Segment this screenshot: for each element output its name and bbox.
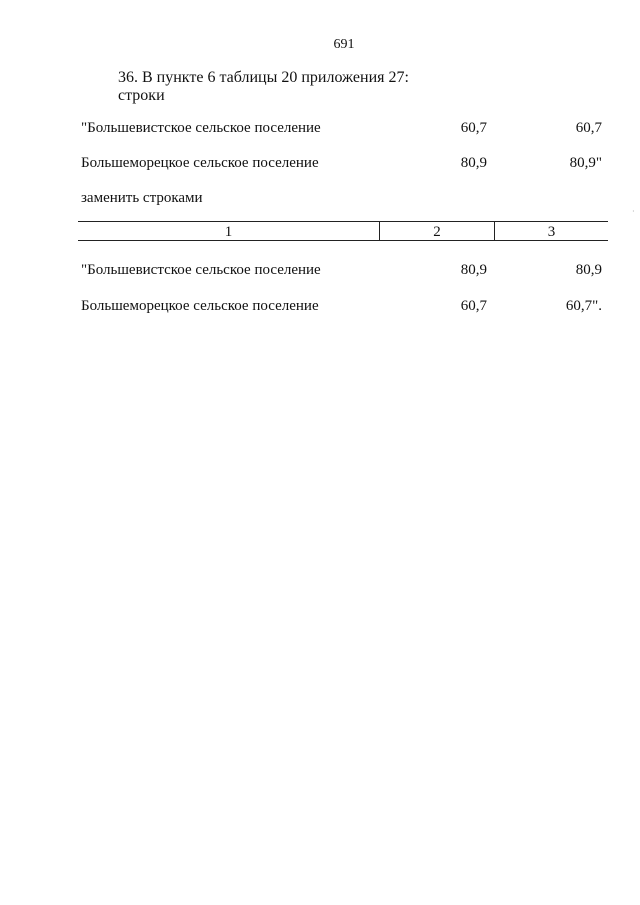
old-row-2-col2: 80,9 — [460, 155, 487, 171]
table-header-col2: 2 — [433, 224, 441, 240]
replace-text: заменить строками — [81, 190, 203, 206]
table-header-col3: 3 — [547, 224, 556, 240]
new-row-1-col2: 80,9 — [460, 262, 487, 278]
new-row-2-col3: 60,7". — [565, 298, 602, 314]
new-row-2-label: Большеморецкое сельское поселение — [81, 298, 319, 314]
intro-line-1: 36. В пункте 6 таблицы 20 приложения 27: — [118, 69, 409, 86]
new-row-1-label: "Большевистское сельское поселение — [81, 262, 321, 278]
old-row-2-col3: 80,9" — [569, 155, 602, 171]
new-row-2-col2: 60,7 — [460, 298, 487, 314]
new-row-1-col3: 80,9 — [575, 262, 602, 278]
page-number: 691 — [333, 37, 355, 52]
old-row-1-label: "Большевистское сельское поселение — [81, 120, 321, 136]
scan-speck: · — [632, 207, 635, 216]
table-header-top-rule — [78, 221, 608, 222]
old-row-1-col2: 60,7 — [460, 120, 487, 136]
table-header-bottom-rule — [78, 240, 608, 241]
old-row-1-col3: 60,7 — [575, 120, 602, 136]
intro-line-2: строки — [118, 87, 165, 104]
table-header-col1: 1 — [224, 224, 233, 240]
old-row-2-label: Большеморецкое сельское поселение — [81, 155, 319, 171]
